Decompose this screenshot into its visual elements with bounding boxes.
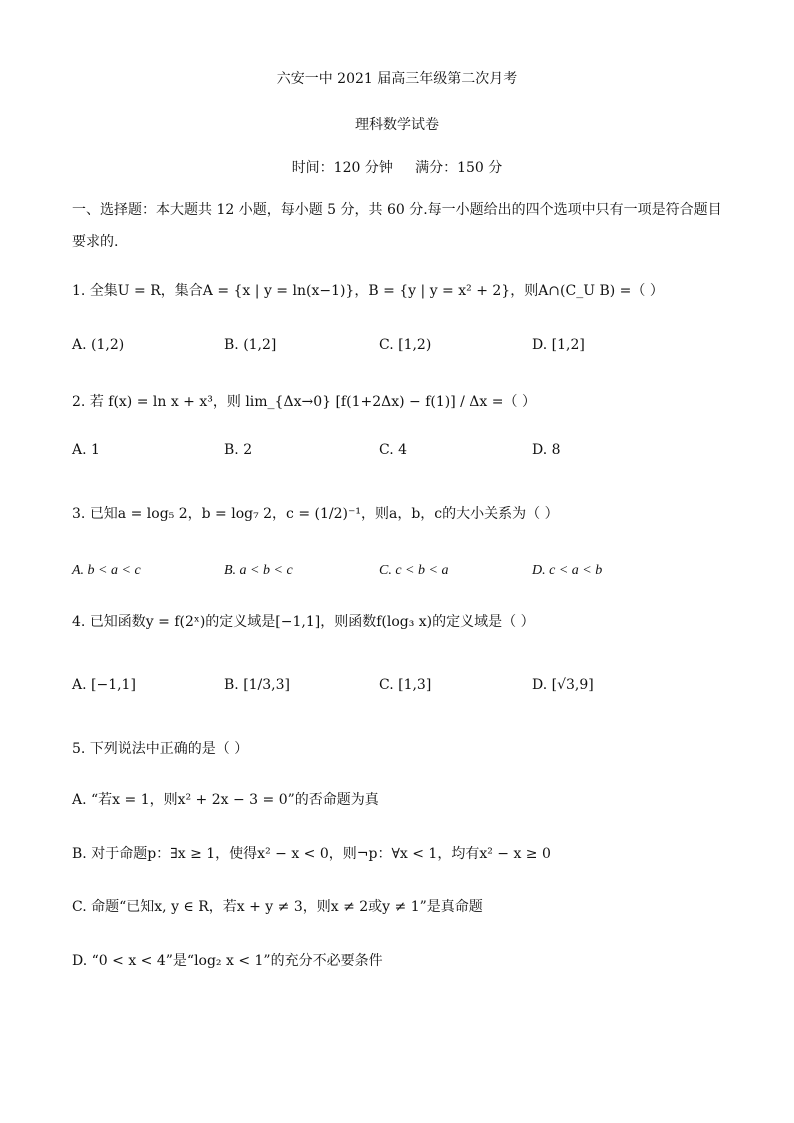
question-stem: 已知函数y = f(2ˣ)的定义域是[−1,1]，则函数f(log₃ x)的定义域是（ ） — [89, 614, 535, 630]
question-number: 2. — [72, 394, 86, 410]
option-b[interactable]: B. [1/3,3] — [224, 677, 291, 693]
option-a[interactable]: A. b < a < c — [72, 563, 141, 578]
option-c[interactable]: C. 4 — [379, 442, 408, 458]
question-3 — [72, 503, 734, 523]
question-5 — [72, 738, 734, 758]
option-c[interactable]: C. [1,3] — [379, 677, 432, 693]
option-a[interactable]: A. [−1,1] — [72, 677, 136, 693]
question-stem: 已知a = log₅ 2，b = log₇ 2，c = (1/2)⁻¹，则a，b，c的大小关系为（ ） — [89, 506, 559, 522]
option-b[interactable]: B. (1,2] — [224, 337, 277, 353]
question-5-option-c[interactable]: C. 命题“已知x, y ∈ R，若x + y ≠ 3，则x ≠ 2或y ≠ 1”是真命题 — [72, 899, 483, 915]
option-b[interactable]: B. 2 — [224, 442, 253, 458]
question-number: 5. — [72, 741, 86, 757]
question-number: 1. — [72, 283, 86, 299]
question-stem: 若 f(x) = ln x + x³，则 lim_{Δx→0} [f(1+2Δx) − f(1)] / Δx =（ ） — [89, 394, 536, 410]
option-a[interactable]: A. (1,2) — [72, 337, 125, 353]
question-5-option-a[interactable]: A. “若x = 1，则x² + 2x − 3 = 0”的否命题为真 — [72, 792, 379, 808]
option-d[interactable]: D. 8 — [532, 442, 561, 458]
question-5-option-d[interactable]: D. “0 < x < 4”是“log₂ x < 1”的充分不必要条件 — [72, 953, 383, 969]
section-heading: 一、选择题：本大题共 12 小题，每小题 5 分，共 60 分.每一小题给出的四个选项中只有一项是符合题目要求的. — [72, 202, 722, 250]
option-d[interactable]: D. [1,2] — [532, 337, 585, 353]
question-5-option-b[interactable]: B. 对于命题p：∃x ≥ 1，使得x² − x < 0，则¬p：∀x < 1，均有x² − x ≥ 0 — [72, 846, 551, 862]
exam-time-info: 时间：120 分钟 满分：150 分 — [291, 160, 503, 176]
option-d[interactable]: D. c < a < b — [532, 563, 603, 578]
question-4 — [72, 611, 734, 631]
option-d[interactable]: D. [√3,9] — [532, 677, 594, 693]
question-number: 4. — [72, 614, 86, 630]
question-1 — [72, 280, 734, 300]
question-stem: 全集U = R，集合A = {x | y = ln(x−1)}，B = {y | y = x² + 2}，则A∩(C_U B) =（ ） — [89, 283, 664, 299]
question-2 — [72, 391, 734, 411]
question-number: 3. — [72, 506, 86, 522]
exam-subject: 理科数学试卷 — [355, 117, 439, 133]
option-b[interactable]: B. a < b < c — [224, 563, 293, 578]
option-a[interactable]: A. 1 — [72, 442, 100, 458]
option-c[interactable]: C. c < b < a — [379, 563, 449, 578]
option-c[interactable]: C. [1,2) — [379, 337, 432, 353]
exam-title: 六安一中 2021 届高三年级第二次月考 — [276, 71, 518, 87]
question-stem: 下列说法中正确的是（ ） — [89, 741, 249, 757]
